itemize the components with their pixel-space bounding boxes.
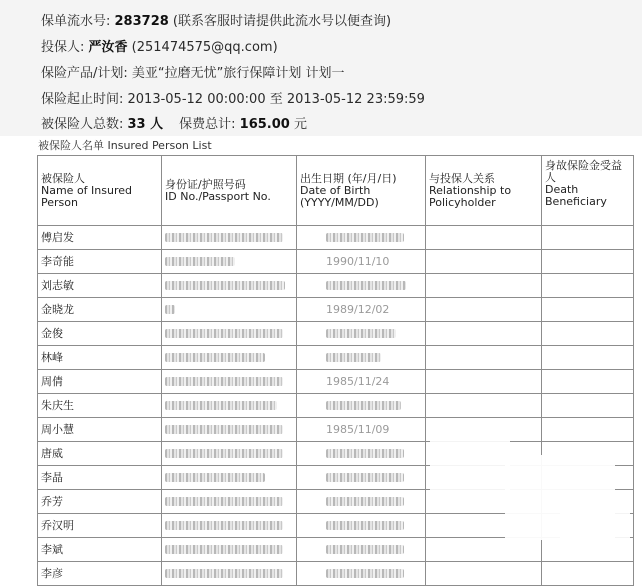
- relationship-cell: [426, 274, 542, 298]
- blurred-dob: [326, 545, 404, 554]
- blurred-dob: [326, 281, 406, 290]
- product-label: 保险产品/计划:: [41, 66, 132, 81]
- id-number-cell: [162, 562, 297, 586]
- blurred-id-number: [165, 353, 265, 362]
- dob-cell: [297, 298, 426, 322]
- redaction-patch: [560, 505, 630, 560]
- beneficiary-cell: [542, 562, 634, 586]
- beneficiary-cell: [542, 418, 634, 442]
- id-number-cell: [162, 490, 297, 514]
- relationship-cell: [426, 226, 542, 250]
- applicant-name: 严汝香: [88, 40, 128, 55]
- relationship-cell: [426, 538, 542, 562]
- table-row: [38, 538, 634, 562]
- premium-unit: 元: [289, 117, 307, 132]
- id-number-cell: [162, 466, 297, 490]
- table-row: [38, 226, 634, 250]
- redaction-patch: [430, 440, 510, 500]
- relationship-cell: [426, 562, 542, 586]
- table-row: [38, 274, 634, 298]
- dob-cell: [297, 418, 426, 442]
- blurred-dob: [326, 569, 404, 578]
- blurred-dob: [326, 521, 404, 530]
- dob-cell: [297, 226, 426, 250]
- beneficiary-cell: [542, 370, 634, 394]
- table-row: [38, 370, 634, 394]
- dob-cell: [297, 514, 426, 538]
- dob-cell: [297, 274, 426, 298]
- relationship-cell: [426, 346, 542, 370]
- header-name: 被保险人 Name of Insured Person: [38, 156, 162, 226]
- product-line: [41, 62, 345, 81]
- insured-count: 33 人: [127, 117, 164, 132]
- insured-name-cell: 朱庆生: [38, 394, 162, 418]
- relationship-cell: [426, 370, 542, 394]
- insured-name-cell: 李彦: [38, 562, 162, 586]
- dob-value: 1989/12/02: [326, 302, 390, 316]
- dob-cell: [297, 370, 426, 394]
- insured-name-cell: 金俊: [38, 322, 162, 346]
- insured-name-cell: 乔芳: [38, 490, 162, 514]
- id-number-cell: [162, 514, 297, 538]
- insured-name-cell: 周倩: [38, 370, 162, 394]
- period-start: 2013-05-12 00:00:00: [127, 92, 266, 107]
- beneficiary-cell: [542, 394, 634, 418]
- beneficiary-cell: [542, 322, 634, 346]
- table-row: [38, 250, 634, 274]
- table-row: [38, 346, 634, 370]
- table-row: [38, 562, 634, 586]
- insured-name-cell: 金晓龙: [38, 298, 162, 322]
- insured-name-cell: 李晶: [38, 466, 162, 490]
- period-line: [41, 88, 425, 107]
- blurred-id-number: [165, 545, 283, 554]
- blurred-dob: [326, 233, 404, 242]
- id-number-cell: [162, 298, 297, 322]
- table-row: [38, 322, 634, 346]
- blurred-id-number: [165, 305, 175, 314]
- blurred-id-number: [165, 449, 283, 458]
- table-caption: 被保险人名单 Insured Person List: [38, 139, 212, 152]
- id-number-cell: [162, 538, 297, 562]
- serial-note: (联系客服时请提供此流水号以便查询): [168, 14, 392, 29]
- period-label: 保险起止时间:: [41, 92, 128, 107]
- header-id: 身份证/护照号码 ID No./Passport No.: [162, 156, 297, 226]
- blurred-id-number: [165, 257, 235, 266]
- insured-name-cell: 刘志敏: [38, 274, 162, 298]
- insured-name-cell: 李奇能: [38, 250, 162, 274]
- serial-number: 283728: [114, 14, 169, 29]
- dob-cell: [297, 250, 426, 274]
- dob-value: 1985/11/24: [326, 374, 390, 388]
- relationship-cell: [426, 418, 542, 442]
- blurred-id-number: [165, 281, 285, 290]
- blurred-id-number: [165, 497, 283, 506]
- applicant-email: (251474575@qq.com): [127, 40, 278, 55]
- blurred-dob: [326, 473, 404, 482]
- table-header-row: [38, 156, 634, 226]
- dob-cell: [297, 562, 426, 586]
- blurred-dob: [326, 329, 396, 338]
- id-number-cell: [162, 226, 297, 250]
- header-beneficiary: 身故保险金受益 人 Death Beneficiary: [542, 156, 634, 226]
- insured-name-cell: 傅启发: [38, 226, 162, 250]
- id-number-cell: [162, 274, 297, 298]
- dob-cell: [297, 466, 426, 490]
- relationship-cell: [426, 298, 542, 322]
- dob-cell: [297, 538, 426, 562]
- table-row: [38, 394, 634, 418]
- dob-cell: [297, 322, 426, 346]
- blurred-id-number: [165, 521, 283, 530]
- beneficiary-cell: [542, 298, 634, 322]
- applicant-label: 投保人:: [41, 40, 89, 55]
- applicant-line: [41, 36, 278, 55]
- relationship-cell: [426, 322, 542, 346]
- dob-value: 1985/11/09: [326, 422, 390, 436]
- blurred-dob: [326, 449, 404, 458]
- relationship-cell: [426, 394, 542, 418]
- beneficiary-cell: [542, 250, 634, 274]
- insured-name-cell: 唐威: [38, 442, 162, 466]
- totals-line: [41, 113, 307, 132]
- id-number-cell: [162, 346, 297, 370]
- dob-cell: [297, 490, 426, 514]
- id-number-cell: [162, 250, 297, 274]
- policy-summary-panel: [0, 0, 642, 136]
- premium-total: 165.00: [239, 117, 290, 132]
- blurred-id-number: [165, 569, 283, 578]
- header-dob: 出生日期 (年/月/日) Date of Birth (YYYY/MM/DD): [297, 156, 426, 226]
- period-to: 至: [265, 92, 287, 107]
- blurred-id-number: [165, 233, 283, 242]
- insured-count-label: 被保险人总数:: [41, 117, 128, 132]
- product-name: 美亚“拉磨无忧”旅行保障计划 计划一: [131, 66, 345, 81]
- blurred-dob: [326, 353, 381, 362]
- period-end: 2013-05-12 23:59:59: [286, 92, 425, 107]
- insured-name-cell: 李斌: [38, 538, 162, 562]
- serial-line: [41, 10, 391, 29]
- table-row: [38, 298, 634, 322]
- dob-cell: [297, 394, 426, 418]
- blurred-id-number: [165, 401, 277, 410]
- id-number-cell: [162, 322, 297, 346]
- insured-name-cell: 周小慧: [38, 418, 162, 442]
- beneficiary-cell: [542, 346, 634, 370]
- id-number-cell: [162, 370, 297, 394]
- id-number-cell: [162, 442, 297, 466]
- blurred-id-number: [165, 473, 265, 482]
- table-row: [38, 418, 634, 442]
- beneficiary-cell: [542, 274, 634, 298]
- premium-label: 保费总计:: [179, 117, 240, 132]
- id-number-cell: [162, 394, 297, 418]
- relationship-cell: [426, 250, 542, 274]
- header-relationship: 与投保人关系 Relationship to Policyholder: [426, 156, 542, 226]
- blurred-id-number: [165, 329, 283, 338]
- insured-name-cell: 乔汉明: [38, 514, 162, 538]
- serial-label: 保单流水号:: [41, 14, 115, 29]
- blurred-dob: [326, 401, 401, 410]
- dob-cell: [297, 346, 426, 370]
- insured-name-cell: 林峰: [38, 346, 162, 370]
- dob-cell: [297, 442, 426, 466]
- beneficiary-cell: [542, 226, 634, 250]
- id-number-cell: [162, 418, 297, 442]
- blurred-id-number: [165, 377, 283, 386]
- blurred-dob: [326, 497, 404, 506]
- blurred-id-number: [165, 425, 283, 434]
- dob-value: 1990/11/10: [326, 254, 390, 268]
